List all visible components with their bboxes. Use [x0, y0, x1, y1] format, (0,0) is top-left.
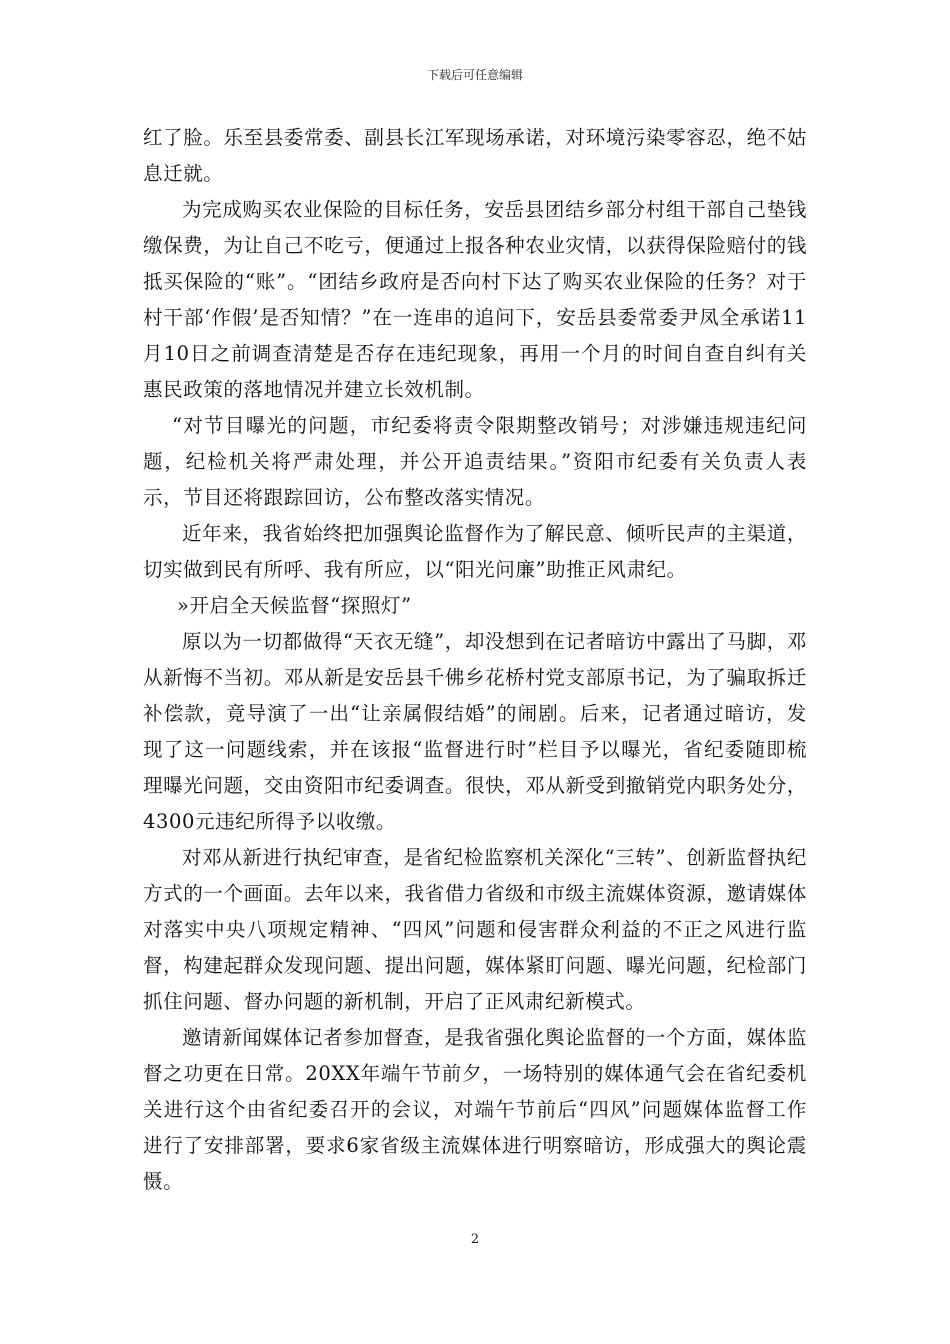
paragraph: 对邓从新进行执纪审查，是省纪检监察机关深化“三转”、创新监督执纪方式的一个画面。去年以来，我省借力省级和市级主流媒体资源，邀请媒体对落实中央八项规定精神、“四风”问题和侵害群众利益的不正之风进行监督，构建起群众发现问题、提出问题，媒体紧盯问题、曝光问题，纪检部门抓住问题、督办问题的新机制，开启了正风肃纪新模式。 — [143, 846, 807, 1013]
paragraph: 为完成购买农业保险的目标任务，安岳县团结乡部分村组干部自己垫钱缴保费，为让自己不吃亏，便通过上报各种农业灾情，以获得保险赔付的钱抵买保险的“账”。“团结乡政府是否向村下达了购买农业保险的任务？对于村干部‘作假’是否知情？”在一连串的追问下，安岳县委常委尹凤全承诺11月10日之前调查清楚是否存在违纪现象，再用一个月的时间自查自纠有关惠民政策的落地情况并建立长效机制。 — [143, 198, 807, 401]
page-number: 2 — [470, 1232, 480, 1247]
paragraph-continuation: 红了脸。乐至县委常委、副县长江军现场承诺，对环境污染零容忍，绝不姑息迁就。 — [143, 126, 807, 185]
section-heading: »开启全天候监督“探照灯” — [177, 594, 412, 617]
paragraph: 邀请新闻媒体记者参加督查，是我省强化舆论监督的一个方面，媒体监督之功更在日常。20XX年端午节前夕，一场特别的媒体通气会在省纪委机关进行这个由省纪委召开的会议，对端午节前后“四风”问题媒体监督工作进行了安排部署，要求6家省级主流媒体进行明察暗访，形成强大的舆论震慑。 — [143, 1026, 807, 1193]
document-body — [143, 120, 807, 1200]
paragraph: “对节目曝光的问题，市纪委将责令限期整改销号；对涉嫌违规违纪问题，纪检机关将严肃处理，并公开追责结果。”资阳市纪委有关负责人表示，节目还将跟踪回访，公布整改落实情况。 — [143, 414, 807, 509]
page-header: 下载后可任意编辑 — [426, 68, 523, 82]
paragraph: 原以为一切都做得“天衣无缝”，却没想到在记者暗访中露出了马脚，邓从新悔不当初。邓从新是安岳县千佛乡花桥村党支部原书记，为了骗取拆迁补偿款，竟导演了一出“让亲属假结婚”的闹剧。后来，记者通过暗访，发现了这一问题线索，并在该报“监督进行时”栏目予以曝光，省纪委随即梳理曝光问题，交由资阳市纪委调查。很快，邓从新受到撤销党内职务处分，4300元违纪所得予以收缴。 — [143, 630, 807, 833]
paragraph: 近年来，我省始终把加强舆论监督作为了解民意、倾听民声的主渠道，切实做到民有所呼、我有所应，以“阳光问廉”助推正风肃纪。 — [143, 522, 807, 581]
